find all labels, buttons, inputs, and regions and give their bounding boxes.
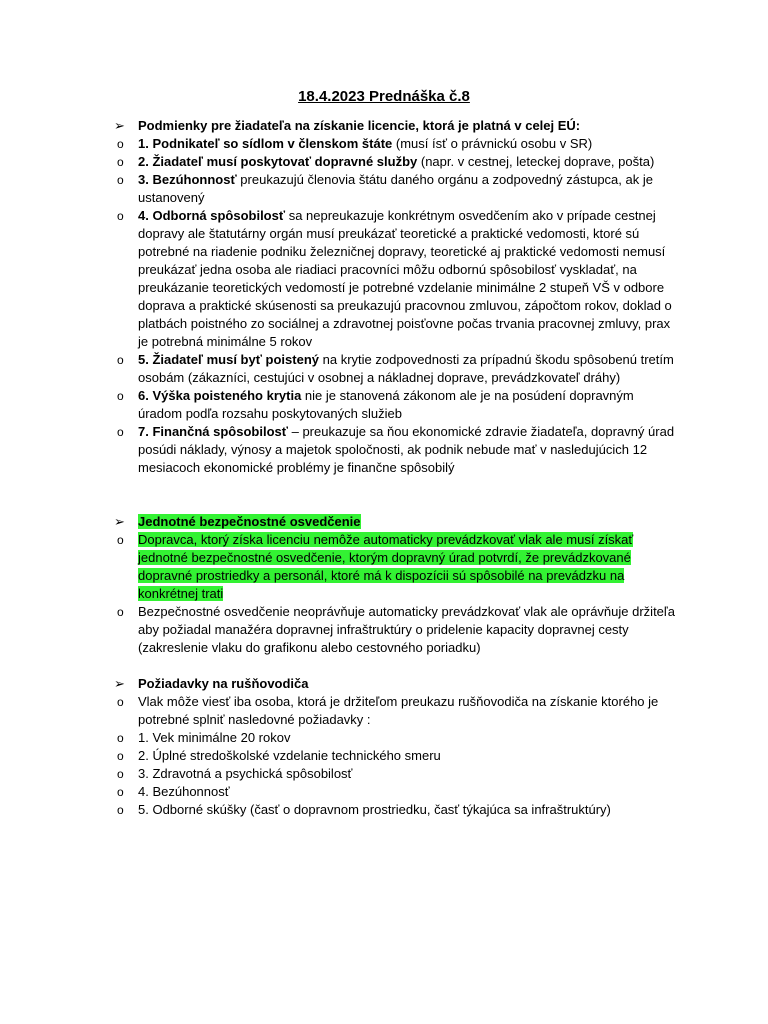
circle-bullet-icon: o [117,425,124,439]
section-heading-train-driver [0,675,768,693]
item-text: preukazujú členovia štátu daného orgánu a zodpovedný zástupca, ak je ustanovený [138,172,653,205]
item-text: nie je stanovená zákonom ale je na posúdení dopravným úradom podľa rozsahu poskytovaných služieb [138,388,634,421]
circle-bullet-icon: o [117,389,124,403]
circle-bullet-icon: o [117,695,124,709]
arrow-bullet-icon: ➢ [114,118,125,133]
item-text: Bezpečnostné osvedčenie neoprávňuje automaticky prevádzkovať vlak ale oprávňuje držiteľa aby požiadal manažéra dopravnej infraštruktúry o pridelenie kapacity dopravnej cesty (zakreslenie vlaku do grafikonu alebo cestovného poriadku) [138,604,675,655]
highlighted-item-text: Dopravca, ktorý získa licenciu nemôže automaticky prevádzkovať vlak ale musí získať jednotné bezpečnostné osvedčenie, ktorým dopravný úrad potvrdí, že prevádzkované dopravné prostriedky a personál, ktoré má k dispozícii sú spôsobilé na prevádzku na konkrétnej trati [138,532,634,601]
spacer [0,657,768,675]
list-item [0,387,768,423]
list-item [0,801,768,819]
list-item [0,783,768,801]
list-item [0,693,768,729]
circle-bullet-icon: o [117,353,124,367]
circle-bullet-icon: o [117,605,124,619]
circle-bullet-icon: o [117,155,124,169]
list-item [0,603,768,657]
section-heading-text: Požiadavky na rušňovodiča [138,676,309,691]
list-item [0,747,768,765]
section-heading-text: Jednotné bezpečnostné osvedčenie [138,514,361,529]
item-text: na krytie zodpovednosti za prípadnú škodu spôsobenú tretím osobám (zákazníci, cestujúci v osobnej a nákladnej doprave, prevádzkovateľ dráhy) [138,352,674,385]
item-bold-text: 1. Podnikateľ so sídlom v členskom štáte [138,136,393,151]
item-bold-text: 2. Žiadateľ musí poskytovať dopravné služby [138,154,418,169]
list-item [0,531,768,603]
circle-bullet-icon: o [117,803,124,817]
item-bold-text: 5. Žiadateľ musí byť poistený [138,352,320,367]
item-bold-text: 3. Bezúhonnosť [138,172,237,187]
item-text: 1. Vek minimálne 20 rokov [138,730,291,745]
item-text: (napr. v cestnej, leteckej doprave, pošta) [417,154,655,169]
item-text: – preukazuje sa ňou ekonomické zdravie žiadateľa, dopravný úrad posúdi náklady, výnosy a majetok spoločnosti, ak podnik nebude mať v nasledujúcich 12 mesiacoch ekonomické problémy je finančne spôsobilý [138,424,675,475]
arrow-bullet-icon: ➢ [114,514,125,529]
section-heading-text: Podmienky pre žiadateľa na získanie licencie, ktorá je platná v celej EÚ: [138,118,581,133]
circle-bullet-icon: o [117,749,124,763]
circle-bullet-icon: o [117,137,124,151]
circle-bullet-icon: o [117,785,124,799]
item-text: sa nepreukazuje konkrétnym osvedčením ako v prípade cestnej dopravy ale štatutárny orgán musí preukázať teoretické a praktické vedomosti, ktoré sú potrebné na riadenie podniku železničnej dopravy, teoretické aj praktické vedomosti nemusí preukázať jedna osoba ale riadiaci pracovníci môžu odbornú spôsobilosť vyskladať, na preukázanie teoretických vedomostí je potrebné vzdelanie minimálne 2 stupeň VŠ v odbore doprava a praktické skúsenosti sa preukazujú pracovnou zmluvou, zápočtom rokov, doklad o platbách poistného zo sociálnej a zdravotnej poisťovne počas trvania pracovnej zmluvy, prax je potrebná minimálne 5 rokov [138,208,672,349]
circle-bullet-icon: o [117,731,124,745]
list-item [0,765,768,783]
circle-bullet-icon: o [117,767,124,781]
arrow-bullet-icon: ➢ [114,676,125,691]
list-item [0,423,768,477]
item-text: (musí ísť o právnickú osobu v SR) [392,136,593,151]
item-bold-text: 4. Odborná spôsobilosť [138,208,286,223]
item-text: 5. Odborné skúšky (časť o dopravnom prostriedku, časť týkajúca sa infraštruktúry) [138,802,611,817]
list-item [0,207,768,351]
item-bold-text: 7. Finančná spôsobilosť [138,424,288,439]
spacer [0,477,768,513]
list-item [0,153,768,171]
item-text: 4. Bezúhonnosť [138,784,230,799]
list-item [0,135,768,153]
list-item [0,171,768,207]
section-heading-license [0,117,768,135]
item-text: Vlak môže viesť iba osoba, ktorá je držiteľom preukazu rušňovodiča na získanie ktorého je potrebné splniť nasledovné požiadavky : [138,694,659,727]
item-text: 2. Úplné stredoškolské vzdelanie technického smeru [138,748,441,763]
circle-bullet-icon: o [117,209,124,223]
circle-bullet-icon: o [117,173,124,187]
section-heading-safety-certificate [0,513,768,531]
page-title: 18.4.2023 Prednáška č.8 [298,88,470,105]
list-item [0,729,768,747]
item-bold-text: 6. Výška poisteného krytia [138,388,302,403]
item-text: 3. Zdravotná a psychická spôsobilosť [138,766,353,781]
document-body [0,117,768,819]
list-item [0,351,768,387]
circle-bullet-icon: o [117,533,124,547]
